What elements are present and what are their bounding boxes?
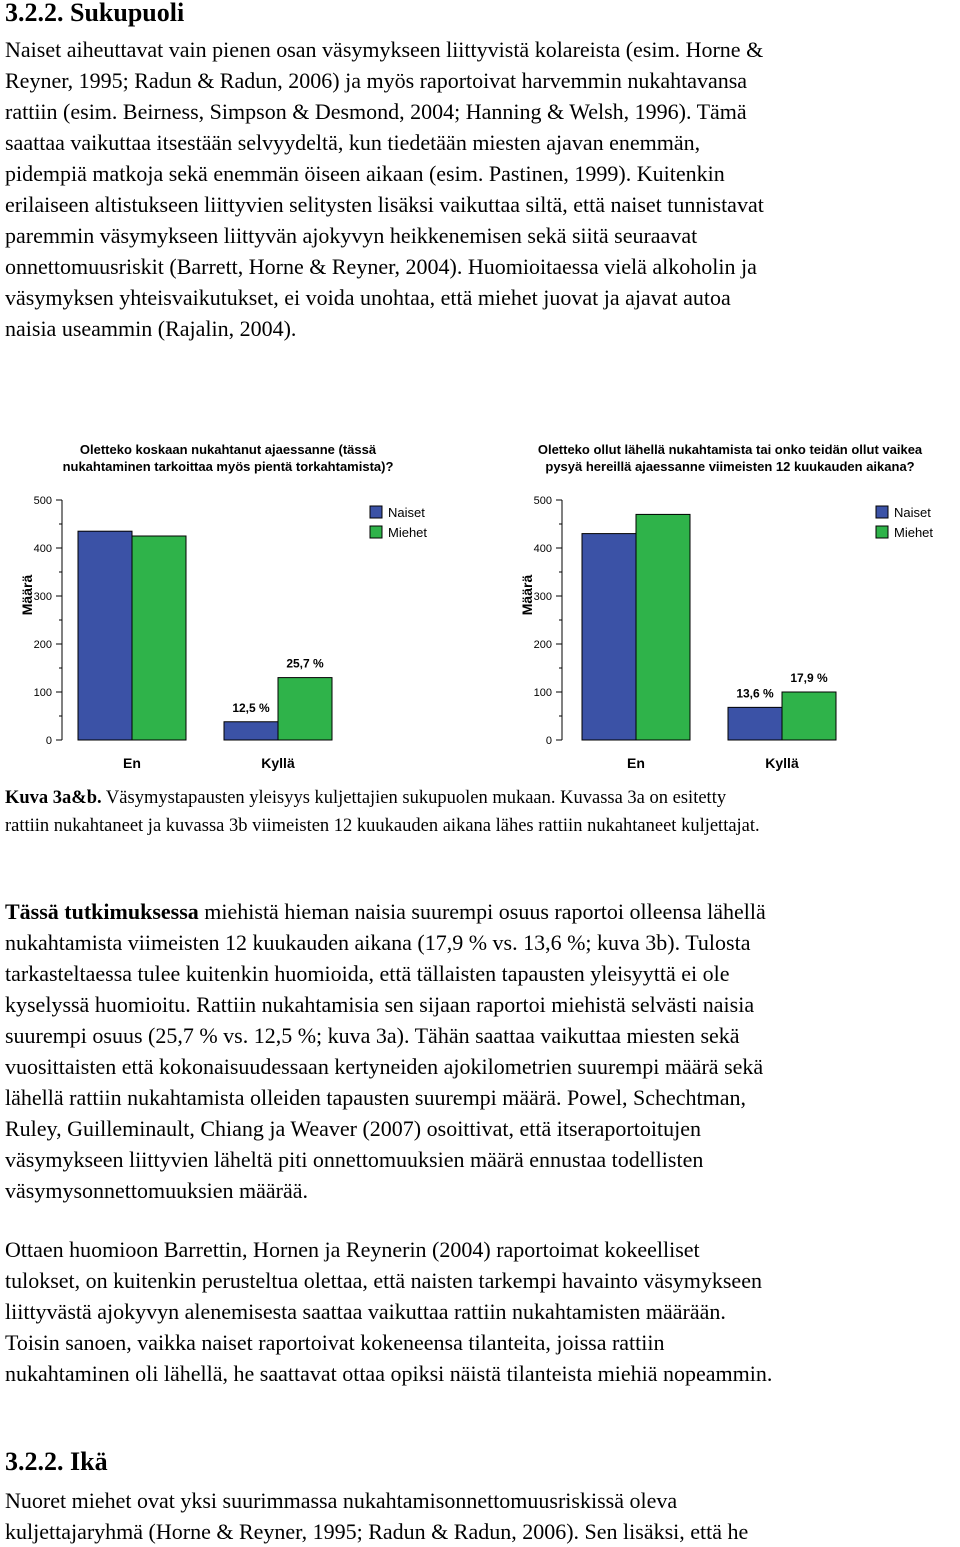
y-tick-label: 100	[33, 687, 52, 699]
text-line: väsymykseen liittyvien läheltä piti onnettomuuksien määrä ennustaa todellisten	[5, 1147, 704, 1172]
lead-bold-text: Tässä tutkimuksessa	[5, 899, 199, 924]
x-tick-label: En	[123, 755, 141, 771]
y-tick-label: 500	[533, 495, 552, 507]
y-tick-label: 400	[533, 543, 552, 555]
chart-title-line: Oletteko koskaan nukahtanut ajaessanne (tässä	[79, 442, 377, 457]
data-label: 17,9 %	[790, 671, 828, 685]
section-heading-ika: 3.2.2. Ikä	[5, 1447, 108, 1476]
x-tick-labels	[627, 755, 799, 771]
bar-miehet-kyllä	[278, 678, 332, 740]
caption-text: Väsymystapausten yleisyys kuljettajien sukupuolen mukaan. Kuvassa 3a on esitetty	[101, 788, 727, 808]
x-tick-labels	[123, 755, 295, 771]
text-line: saattaa vaikuttaa itsestään selvyydeltä, kun tiedetään miesten ajavan enemmän,	[5, 130, 701, 155]
chart-3a-svg	[0, 438, 470, 778]
paragraph-results	[5, 896, 955, 1206]
text-line: Ruley, Guilleminault, Chiang ja Weaver (2007) osoittivat, että itseraportoitujen	[5, 1116, 701, 1141]
paragraph-discussion	[5, 1234, 955, 1389]
paragraph-sukupuoli	[5, 34, 955, 344]
bar-naiset-en	[78, 531, 132, 740]
y-tick-label: 500	[33, 495, 52, 507]
text-line: Naiset aiheuttavat vain pienen osan väsymykseen liittyvistä kolareista (esim. Horne &	[5, 37, 764, 62]
x-tick-label: Kyllä	[765, 755, 799, 771]
bar-miehet-en	[132, 536, 186, 740]
text-line	[5, 896, 955, 927]
text-line: Toisin sanoen, vaikka naiset raportoivat kokeneensa tilanteita, joissa rattiin	[5, 1330, 665, 1355]
text-line: onnettomuusriskit (Barrett, Horne & Reyner, 2004). Huomioitaessa vielä alkoholin ja	[5, 254, 757, 279]
text-line: paremmin väsymykseen liittyvän ajokyvyn heikkenemisen sekä siitä seuraavat	[5, 223, 698, 248]
text-line: erilaiseen altistukseen liittyvien selitysten lisäksi vaikuttaa siltä, että naiset tunnistavat	[5, 192, 764, 217]
data-label: 12,5 %	[232, 700, 270, 715]
legend-label: Naiset	[388, 505, 425, 520]
text-line: nukahtamista viimeisten 12 kuukauden aikana (17,9 % vs. 13,6 %; kuva 3b). Tulosta	[5, 930, 751, 955]
bars	[78, 531, 332, 740]
chart-3b	[500, 438, 960, 783]
y-axis-label: Määrä	[19, 574, 35, 616]
text-line: Reyner, 1995; Radun & Radun, 2006) ja myös raportoivat harvemmin nukahtavansa	[5, 68, 748, 93]
caption-label: Kuva 3a&b.	[5, 788, 102, 808]
text-line: Ottaen huomioon Barrettin, Hornen ja Reynerin (2004) raportoimat kokeelliset	[5, 1237, 700, 1262]
legend	[370, 505, 427, 540]
text-line: rattiin (esim. Beirness, Simpson & Desmond, 2004; Hanning & Welsh, 1996). Tämä	[5, 99, 747, 124]
legend-swatch	[876, 526, 888, 538]
text-span: miehistä hieman naisia suurempi osuus raportoi olleensa lähellä	[198, 899, 766, 924]
text-line: Nuoret miehet ovat yksi suurimmassa nukahtamisonnettomuusriskissä oleva	[5, 1488, 678, 1513]
legend-swatch	[370, 506, 382, 518]
y-ticks	[534, 495, 562, 747]
caption-line: rattiin nukahtaneet ja kuvassa 3b viimeisten 12 kuukauden aikana lähes rattiin nukahtaneet kuljettajat.	[5, 816, 760, 836]
paragraph-ika	[5, 1485, 955, 1547]
text-line: pidempiä matkoja sekä enemmän öiseen aikaan (esim. Pastinen, 1999). Kuitenkin	[5, 161, 725, 186]
legend-swatch	[370, 526, 382, 538]
x-tick-label: En	[627, 755, 645, 771]
y-tick-label: 0	[45, 735, 52, 747]
y-tick-label: 200	[33, 639, 52, 651]
bar-naiset-en	[582, 534, 636, 740]
text-line: väsymyksen yhteisvaikutukset, ei voida unohtaa, että miehet juovat ja ajavat autoa	[5, 285, 731, 310]
text-line: tarkasteltaessa tulee kuitenkin huomioida, että tällaisten tapausten yleisyyttä ei ole	[5, 961, 730, 986]
legend-swatch	[876, 506, 888, 518]
chart-3a	[0, 438, 470, 783]
data-label: 25,7 %	[286, 656, 324, 671]
legend-label: Naiset	[894, 505, 931, 520]
chart-title-line: Oletteko ollut lähellä nukahtamista tai onko teidän ollut vaikea	[537, 442, 923, 457]
section-heading-sukupuoli: 3.2.2. Sukupuoli	[5, 0, 185, 27]
text-line: naisia useammin (Rajalin, 2004).	[5, 316, 297, 341]
text-line: nukahtaminen oli lähellä, he saattavat ottaa opiksi näistä tilanteista miehiä nopeammin.	[5, 1361, 773, 1386]
data-label: 13,6 %	[736, 686, 774, 701]
text-line: liittyvästä ajokyvyn alenemisesta saattaa vaikuttaa rattiin nukahtamisten määrään.	[5, 1299, 726, 1324]
bar-miehet-en	[636, 514, 690, 740]
y-tick-label: 200	[533, 639, 552, 651]
caption-line	[5, 784, 955, 812]
y-tick-label: 0	[545, 735, 552, 747]
bars	[582, 514, 836, 740]
legend-label: Miehet	[894, 525, 934, 540]
legend-label: Miehet	[388, 525, 428, 540]
x-tick-label: Kyllä	[261, 755, 295, 771]
bar-naiset-kyllä	[728, 707, 782, 740]
text-line: tulokset, on kuitenkin perusteltua olettaa, että naisten tarkempi havainto väsymykseen	[5, 1268, 762, 1293]
figure-caption	[5, 784, 955, 840]
bar-naiset-kyllä	[224, 722, 278, 740]
text-line: kyselyssä huomioitu. Rattiin nukahtamisia sen sijaan raportoi miehistä selvästi naisia	[5, 992, 755, 1017]
y-tick-label: 300	[533, 591, 552, 603]
text-line: vuosittaisten että kokonaisuudessaan kertyneiden ajokilometrien suurempi määrä sekä	[5, 1054, 764, 1079]
text-line: lähellä rattiin nukahtamista olleiden tapausten suurempi määrä. Powel, Schechtman,	[5, 1085, 747, 1110]
chart-title-line: pysyä hereillä ajaessanne viimeisten 12 kuukauden aikana?	[545, 459, 915, 474]
y-tick-label: 400	[33, 543, 52, 555]
text-line: väsymysonnettomuuksien määrää.	[5, 1178, 309, 1203]
bar-miehet-kyllä	[782, 692, 836, 740]
y-axis-label: Määrä	[519, 574, 535, 616]
chart-3b-svg	[500, 438, 960, 778]
y-ticks	[34, 495, 62, 747]
legend	[876, 505, 933, 540]
text-line: suurempi osuus (25,7 % vs. 12,5 %; kuva 3a). Tähän saattaa vaikuttaa miesten sekä	[5, 1023, 740, 1048]
chart-title-line: nukahtaminen tarkoittaa myös pientä torkahtamista)?	[62, 459, 394, 474]
y-tick-label: 300	[33, 591, 52, 603]
y-tick-label: 100	[533, 687, 552, 699]
text-line: kuljettajaryhmä (Horne & Reyner, 1995; Radun & Radun, 2006). Sen lisäksi, että he	[5, 1519, 749, 1544]
